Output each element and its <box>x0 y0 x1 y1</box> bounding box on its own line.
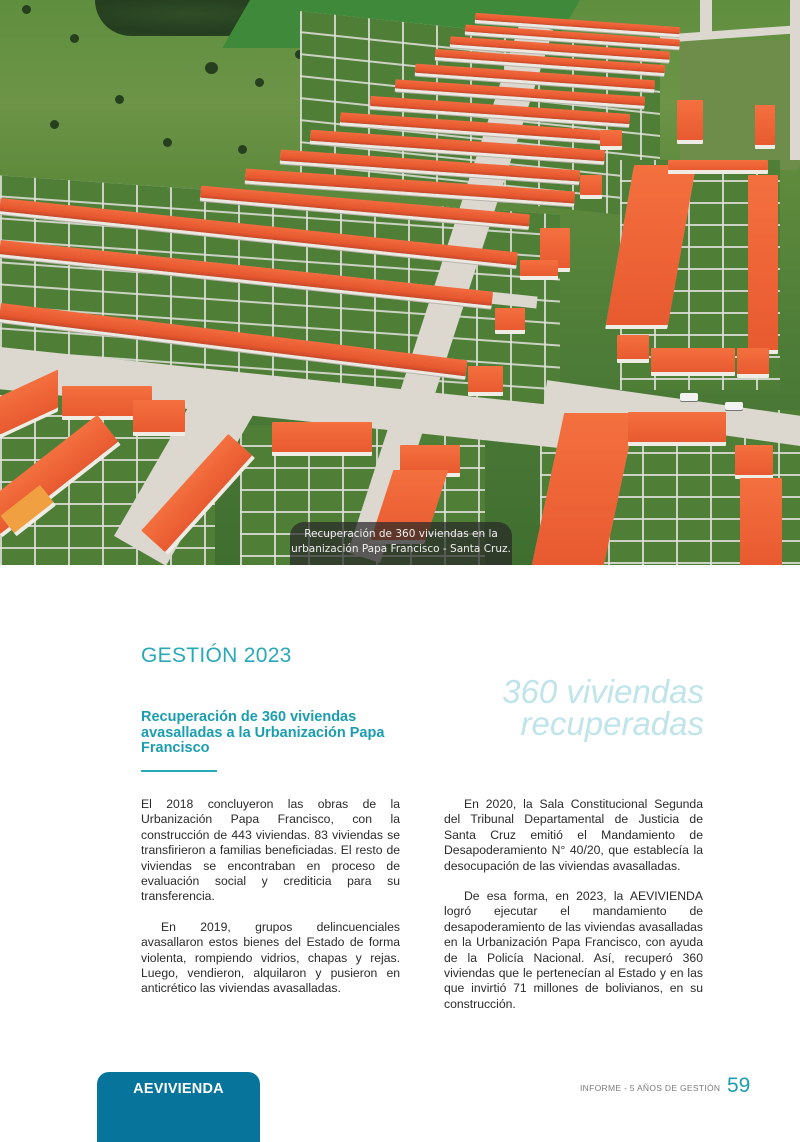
highlight-line-2: recuperadas <box>520 705 704 742</box>
paragraph: De esa forma, en 2023, la AEVIVIENDA logró ejecutar el mandamiento de desapoderamiento de las viviendas avasalladas en la Urbanización Papa Francisco, con ayuda de la Policía Nacional. Así, recuperó 360 viviendas que le pertenecían al Estado y en las que invirtió 71 millones de bolivianos, en su construcción. <box>444 889 703 1011</box>
caption-line-2: urbanización Papa Francisco - Santa Cruz. <box>291 543 511 555</box>
aerial-photo <box>0 0 800 565</box>
house <box>677 100 703 140</box>
road <box>660 25 800 43</box>
caption-line-1: Recuperación de 360 viviendas en la <box>304 528 498 540</box>
road <box>700 0 712 36</box>
paragraph: El 2018 concluyeron las obras de la Urbanización Papa Francisco, con la construcción de 443 viviendas. 83 viviendas se transfirieron a familias beneficiadas. El resto de viviendas se encontraban en proceso de evaluación social y crediticia para su transferencia. <box>141 797 400 904</box>
house <box>495 308 525 330</box>
house <box>668 160 768 170</box>
house <box>520 260 558 276</box>
body-column-right <box>444 797 703 1027</box>
subheading-underline <box>141 770 217 772</box>
highlight-line-1: 360 viviendas <box>502 673 704 710</box>
section-title: GESTIÓN 2023 <box>141 644 292 667</box>
house-row <box>748 175 778 350</box>
road <box>790 0 800 160</box>
paragraph: En 2019, grupos delincuenciales avasallaron estos bienes del Estado de forma violenta, rompiendo vidrios, chapas y rejas. Luego, vendieron, alquilaron y pusieron en anticrético las viviendas avasalladas. <box>141 919 400 996</box>
house <box>755 105 775 145</box>
article-subheading: Recuperación de 360 viviendas avasalladas a la Urbanización Papa Francisco <box>141 709 385 756</box>
housing-estate <box>0 0 800 565</box>
house <box>617 335 649 359</box>
vehicle <box>680 393 698 401</box>
house <box>600 130 622 146</box>
house <box>628 412 726 442</box>
house <box>272 422 372 452</box>
vehicle <box>725 402 743 410</box>
house <box>133 400 185 432</box>
paragraph: En 2020, la Sala Constitucional Segunda del Tribunal Departamental de Justicia de Santa Cruz emitió el Mandamiento de Desapoderamiento N° 40/20, que establecía la desocupación de las viviendas avasalladas. <box>444 797 703 873</box>
body-column-left <box>141 797 400 1012</box>
photo-caption <box>290 522 512 565</box>
house <box>580 175 602 195</box>
house <box>400 445 460 473</box>
house <box>651 348 735 372</box>
house <box>737 348 769 374</box>
house <box>735 445 773 475</box>
organization-tab <box>97 1072 260 1142</box>
house-row <box>740 478 782 565</box>
page-number: 59 <box>727 1074 751 1097</box>
highlight-quote <box>440 673 704 742</box>
house <box>468 366 503 392</box>
report-label: INFORME - 5 AÑOS DE GESTIÓN <box>580 1083 721 1093</box>
organization-name: AEVIVIENDA <box>133 1081 224 1097</box>
